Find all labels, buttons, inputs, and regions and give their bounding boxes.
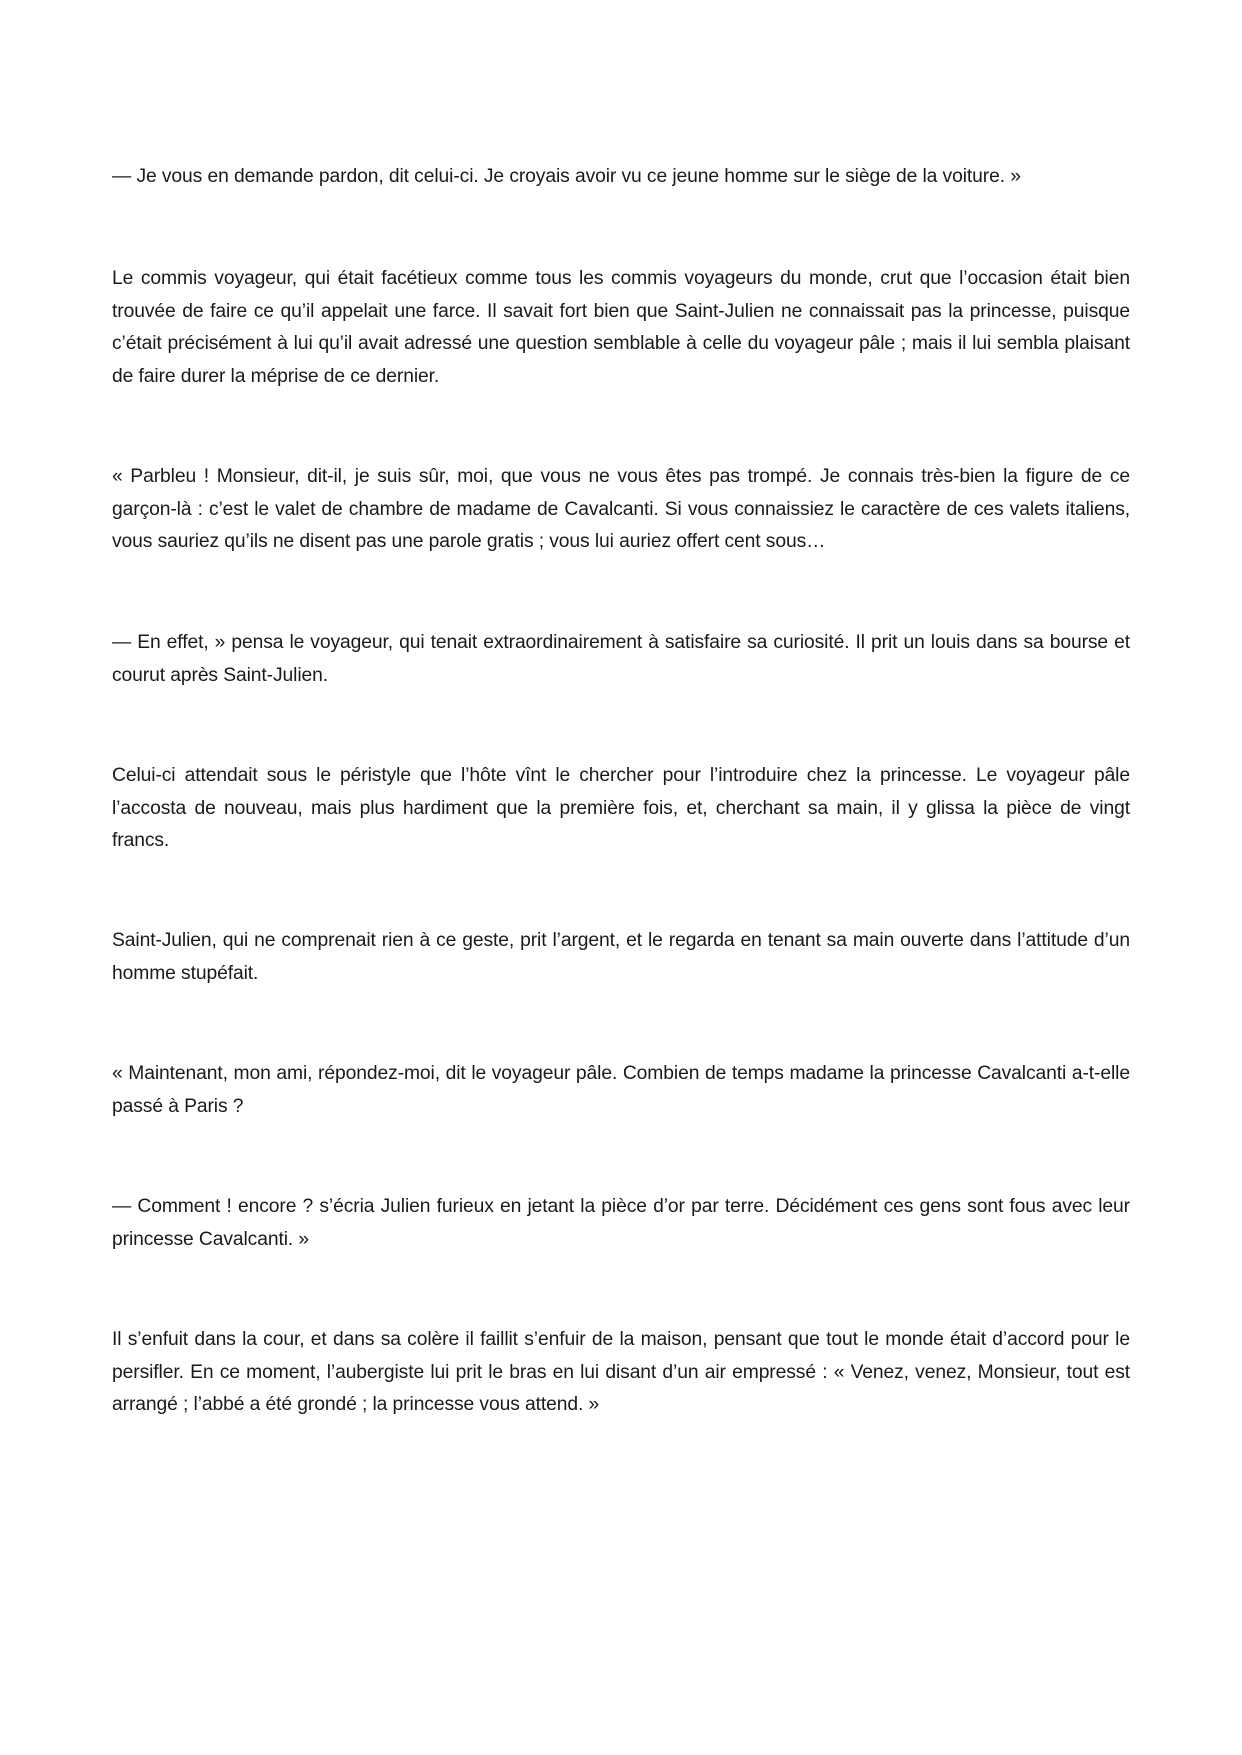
- paragraph-8: — Comment ! encore ? s’écria Julien furieux en jetant la pièce d’or par terre. Décidément ces gens sont fous avec leur princesse Cavalcanti. »: [112, 1196, 1130, 1250]
- paragraph-6: Saint-Julien, qui ne comprenait rien à ce geste, prit l’argent, et le regarda en tenant sa main ouverte dans l’attitude d’un homme stupéfait.: [112, 930, 1130, 984]
- paragraph-1: — Je vous en demande pardon, dit celui-ci. Je croyais avoir vu ce jeune homme sur le siège de la voiture. »: [112, 166, 1021, 187]
- paragraph-9: Il s’enfuit dans la cour, et dans sa colère il faillit s’enfuir de la maison, pensant que tout le monde était d’accord pour le persifler. En ce moment, l’aubergiste lui prit le bras en lui disant d’un air empressé : « Venez, venez, Monsieur, tout est arrangé ; l’abbé a été grondé ; la princesse vous attend. »: [112, 1329, 1130, 1415]
- paragraph-4: — En effet, » pensa le voyageur, qui tenait extraordinairement à satisfaire sa curiosité. Il prit un louis dans sa bourse et courut après Saint-Julien.: [112, 632, 1130, 686]
- paragraph-3: « Parbleu ! Monsieur, dit-il, je suis sûr, moi, que vous ne vous êtes pas trompé. Je connais très-bien la figure de ce garçon-là : c’est le valet de chambre de madame de Cavalcanti. Si vous connaissiez le caractère de ces valets italiens, vous sauriez qu’ils ne disent pas une parole gratis ; vous lui auriez offert cent sous…: [112, 466, 1130, 552]
- paragraph-7: « Maintenant, mon ami, répondez-moi, dit le voyageur pâle. Combien de temps madame la princesse Cavalcanti a-t-elle passé à Paris ?: [112, 1063, 1130, 1117]
- paragraph-5: Celui-ci attendait sous le péristyle que l’hôte vînt le chercher pour l’introduire chez la princesse. Le voyageur pâle l’accosta de nouveau, mais plus hardiment que la première fois, et, cherchant sa main, il y glissa la pièce de vingt francs.: [112, 765, 1130, 851]
- paragraph-2: Le commis voyageur, qui était facétieux comme tous les commis voyageurs du monde, crut que l’occasion était bien trouvée de faire ce qu’il appelait une farce. Il savait fort bien que Saint-Julien ne connaissait pas la princesse, puisque c’était précisément à lui qu’il avait adressé une question semblable à celle du voyageur pâle ; mais il lui sembla plaisant de faire durer la méprise de ce dernier.: [112, 268, 1130, 387]
